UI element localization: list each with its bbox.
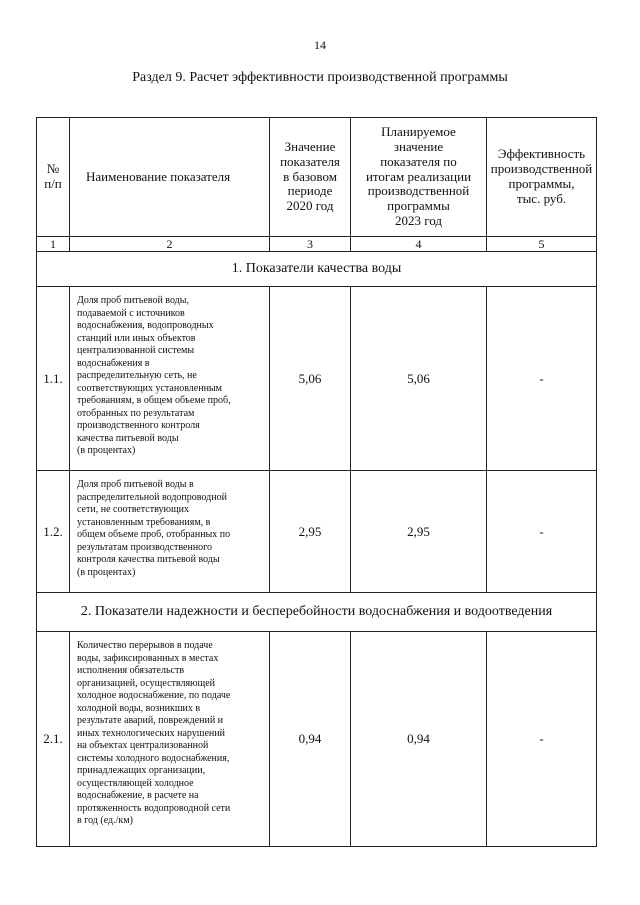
header-base-value: Значение показателя в базовом периоде 2020 год <box>270 118 351 237</box>
header-indicator-name: Наименование показателя <box>70 118 270 237</box>
column-number-row <box>37 237 597 252</box>
column-number: 5 <box>487 237 597 252</box>
row-code: 1.2. <box>37 471 70 593</box>
row-indicator-name: Доля проб питьевой воды, подаваемой с источников водоснабжения, водопроводных станций или иных объектов централизованной системы водоснабжения в распределительную сеть, не соответствующих установленным требованиям, в общем объеме проб, отобранных по результатам производственного контроля качества питьевой воды (в процентах) <box>70 287 270 471</box>
group-title: 1. Показатели качества воды <box>37 252 597 287</box>
column-number: 2 <box>70 237 270 252</box>
header-planned-value: Планируемое значение показателя по итогам реализации производственной программы 2023 год <box>351 118 487 237</box>
row-base-value: 0,94 <box>270 632 351 847</box>
table-row <box>37 471 597 593</box>
header-number <box>37 118 70 237</box>
row-code: 1.1. <box>37 287 70 471</box>
row-base-value: 5,06 <box>270 287 351 471</box>
row-planned-value: 0,94 <box>351 632 487 847</box>
row-indicator-name: Доля проб питьевой воды в распределительной водопроводной сети, не соответствующих установленным требованиям, в общем объеме проб, отобранных по результатам производственного контроля качества питьевой воды (в процентах) <box>70 471 270 593</box>
row-planned-value: 5,06 <box>351 287 487 471</box>
header-efficiency: Эффективность производственной программы, тыс. руб. <box>487 118 597 237</box>
table-header-row <box>37 118 597 237</box>
group-title: 2. Показатели надежности и бесперебойности водоснабжения и водоотведения <box>37 593 597 632</box>
section-title: Раздел 9. Расчет эффективности производственной программы <box>132 70 508 85</box>
column-number: 1 <box>37 237 70 252</box>
row-efficiency: - <box>487 471 597 593</box>
page-number: 14 <box>314 38 326 52</box>
row-indicator-name: Количество перерывов в подаче воды, зафиксированных в местах исполнения обязательств организацией, осуществляющей холодное водоснабжение, по подаче холодной воды, возникших в результате аварий, повреждений и иных технологических нарушений на объектах централизованной системы холодного водоснабжения, принадлежащих организации, осуществляющей холодное водоснабжение, в расчете на протяженность водопроводной сети в год (ед./км) <box>70 632 270 847</box>
table-row <box>37 287 597 471</box>
table-row <box>37 632 597 847</box>
group-row <box>37 593 597 632</box>
column-number: 4 <box>351 237 487 252</box>
row-base-value: 2,95 <box>270 471 351 593</box>
row-efficiency: - <box>487 632 597 847</box>
row-efficiency: - <box>487 287 597 471</box>
row-code: 2.1. <box>37 632 70 847</box>
header-number-line-1: № п/п <box>44 161 62 191</box>
group-row <box>37 252 597 287</box>
row-planned-value: 2,95 <box>351 471 487 593</box>
column-number: 3 <box>270 237 351 252</box>
efficiency-table <box>36 117 597 847</box>
